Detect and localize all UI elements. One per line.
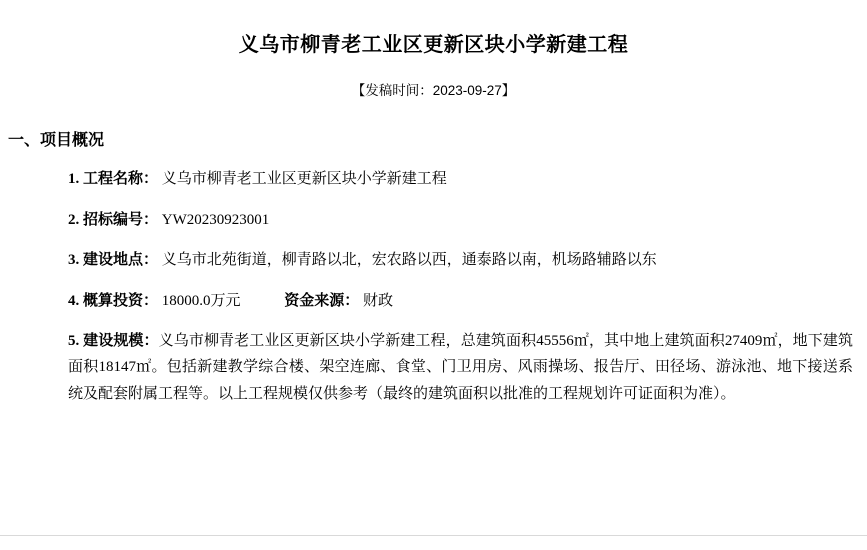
item-label: 建设规模： bbox=[83, 333, 159, 349]
list-item bbox=[0, 209, 867, 232]
page-title: 义乌市柳青老工业区更新区块小学新建工程 bbox=[238, 34, 629, 56]
item-label: 工程名称： bbox=[83, 171, 159, 187]
item-label-secondary: 资金来源： bbox=[284, 292, 360, 309]
item-number: 3. bbox=[68, 252, 80, 268]
list-item-scale bbox=[0, 328, 867, 407]
list-item bbox=[0, 249, 867, 272]
item-value: YW20230923001 bbox=[161, 211, 270, 228]
item-value: 18000.0万元 bbox=[161, 292, 241, 309]
document-page bbox=[0, 28, 867, 550]
item-number: 1. bbox=[68, 171, 80, 187]
item-label: 招标编号： bbox=[83, 211, 159, 228]
item-value-secondary: 财政 bbox=[363, 292, 394, 309]
item-value: 义乌市柳青老工业区更新区块小学新建工程，总建筑面积45556㎡，其中地上建筑面积27409㎡，地下建筑面积18147㎡。包括新建教学综合楼、架空连廊、食堂、门卫用房、风雨操场、报告厅、田径场、游泳池、地下接送系统及配套附属工程等。以上工程规模仅供参考（最终的建筑面积以批准的工程规划许可证面积为准）。 bbox=[68, 333, 853, 402]
item-number: 2. bbox=[68, 211, 80, 228]
section-heading-overview: 一、项目概况 bbox=[8, 132, 105, 149]
list-item bbox=[0, 290, 867, 313]
item-number: 4. bbox=[68, 292, 80, 309]
publish-date: 【发稿时间：2023-09-27】 bbox=[351, 83, 516, 98]
item-label: 建设地点： bbox=[83, 252, 159, 268]
list-item bbox=[0, 168, 867, 191]
item-value: 义乌市柳青老工业区更新区块小学新建工程 bbox=[161, 171, 447, 187]
bottom-divider bbox=[0, 535, 867, 536]
item-value: 义乌市北苑街道，柳青路以北，宏农路以西，通泰路以南，机场路辅路以东 bbox=[161, 252, 657, 268]
item-label: 概算投资： bbox=[83, 292, 159, 309]
item-number: 5. bbox=[68, 333, 80, 349]
